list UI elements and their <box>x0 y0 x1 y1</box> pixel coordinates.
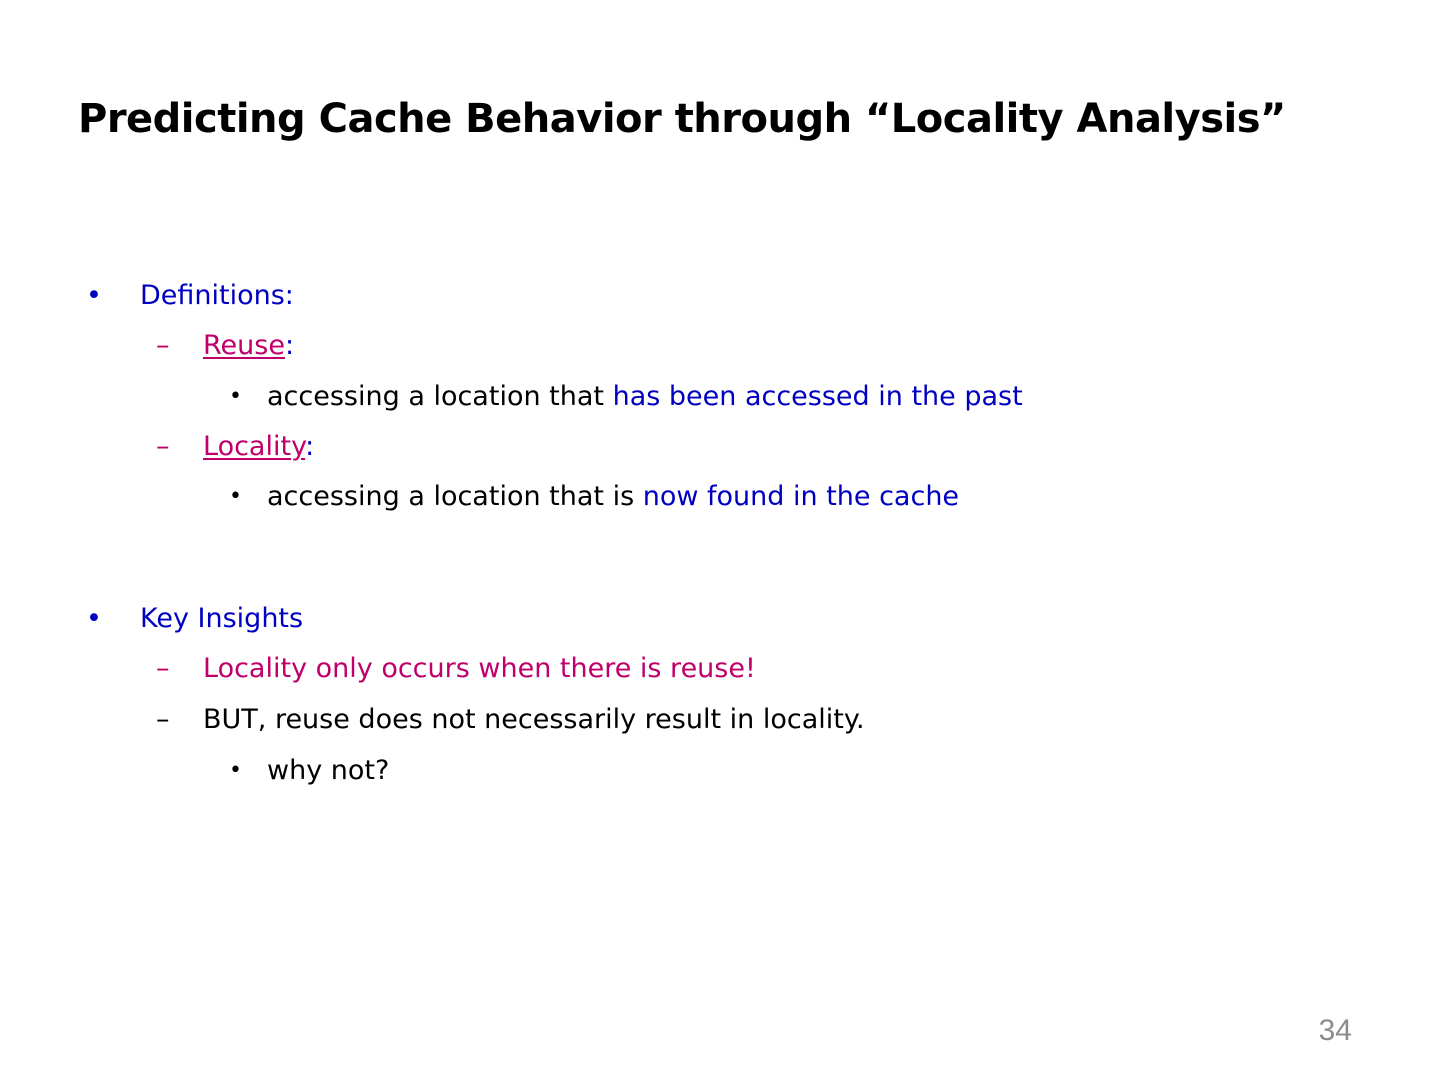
slide-title: Predicting Cache Behavior through “Locality Analysis” <box>78 96 1286 142</box>
reuse-detail-highlight: has been accessed in the past <box>612 381 1023 412</box>
locality-detail-prefix: accessing a location that is <box>267 481 643 512</box>
locality-definition-detail <box>267 480 959 514</box>
insight-point-2: BUT, reuse does not necessarily result in locality. <box>203 704 865 735</box>
page-number: 34 <box>1318 1014 1352 1047</box>
locality-term: Locality <box>203 431 306 462</box>
sub-bullet-icon: • <box>229 384 242 409</box>
dash-icon: – <box>156 431 170 462</box>
definitions-heading: Definitions: <box>140 280 294 311</box>
reuse-detail-prefix: accessing a location that <box>267 381 613 412</box>
insight-point-1: Locality only occurs when there is reuse! <box>203 653 756 684</box>
sub-bullet-icon: • <box>229 484 242 509</box>
reuse-term: Reuse <box>203 330 285 361</box>
locality-definition-term <box>203 430 314 464</box>
dash-icon: – <box>156 653 170 684</box>
reuse-definition-term <box>203 329 294 363</box>
dash-icon: – <box>156 704 170 735</box>
insight-point-2-sub: why not? <box>267 755 390 786</box>
reuse-definition-detail <box>267 380 1023 414</box>
dash-icon: – <box>156 330 170 361</box>
sub-bullet-icon: • <box>229 758 242 783</box>
reuse-colon: : <box>284 330 295 361</box>
locality-detail-highlight: now found in the cache <box>642 481 960 512</box>
locality-colon: : <box>305 431 315 462</box>
insights-heading: Key Insights <box>140 603 304 634</box>
bullet-icon: • <box>86 603 102 634</box>
bullet-icon: • <box>86 280 102 311</box>
